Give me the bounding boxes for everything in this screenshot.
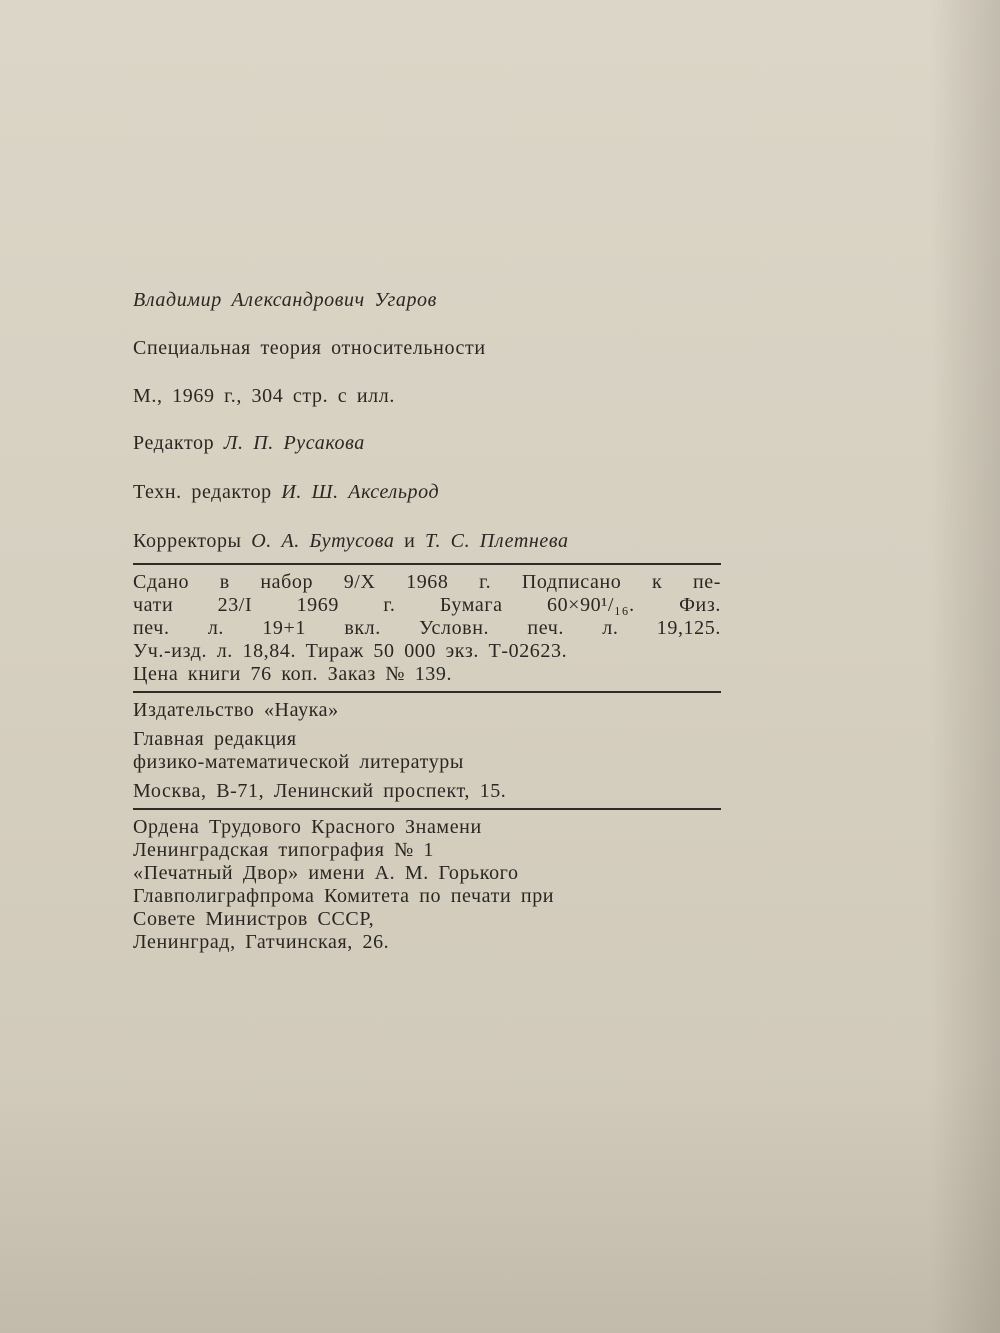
publication-info: М., 1969 г., 304 стр. с илл.	[133, 385, 395, 407]
print-word: Физ.	[679, 594, 721, 616]
tech-editor-credit	[133, 480, 733, 504]
correctors-label: Корректоры	[133, 530, 242, 552]
printer-line: Ордена Трудового Красного Знамени	[133, 816, 482, 838]
printer-line: «Печатный Двор» имени А. М. Горького	[133, 862, 519, 884]
print-word: чати	[133, 594, 174, 616]
page-bottom-shade	[0, 1073, 1000, 1333]
print-word: 23/I	[217, 594, 253, 616]
printer-line: Ленинград, Гатчинская, 26.	[133, 931, 390, 953]
print-word: Подписано	[521, 571, 622, 593]
book-title: Специальная теория относительности	[133, 337, 486, 359]
print-word: набор	[260, 571, 314, 593]
tech-editor-name: И. Ш. Аксельрод	[281, 481, 440, 503]
tech-editor-label: Техн. редактор	[133, 481, 272, 503]
print-word: л.	[207, 617, 225, 639]
print-word: Условн.	[419, 617, 490, 639]
print-word: г.	[383, 594, 396, 616]
colophon	[133, 288, 733, 959]
print-word: г.	[479, 571, 492, 593]
corrector-name-1: О. А. Бутусова	[251, 530, 395, 552]
editor-credit	[133, 431, 733, 455]
publisher-block	[133, 693, 733, 808]
print-word: 1968	[406, 571, 449, 593]
print-word: Сдано	[133, 571, 190, 593]
print-word: печ.	[527, 617, 564, 639]
printer-line: Главполиграфпрома Комитета по печати при	[133, 885, 555, 907]
print-details-line-3	[133, 617, 721, 640]
author-name: Владимир Александрович Угаров	[133, 289, 437, 311]
publisher-name: Издательство «Наука»	[133, 699, 339, 721]
print-word: 19+1	[262, 617, 307, 639]
publisher-office-line-1: Главная редакция	[133, 728, 297, 750]
print-details-line-4: Уч.-изд. л. 18,84. Тираж 50 000 экз. Т-02623.	[133, 640, 568, 662]
editor-name: Л. П. Русакова	[223, 432, 365, 454]
printer-line: Совете Министров СССР,	[133, 908, 375, 930]
printer-block	[133, 810, 733, 959]
print-word: 1969	[296, 594, 339, 616]
printer-line: Ленинградская типография № 1	[133, 839, 435, 861]
print-word: в	[219, 571, 230, 593]
publisher-address: Москва, В-71, Ленинский проспект, 15.	[133, 780, 507, 802]
print-word: 60×90¹/₁₆.	[546, 594, 635, 616]
correctors-conjunction: и	[404, 530, 416, 552]
print-word: Бумага	[439, 594, 503, 616]
print-word: 9/X	[343, 571, 376, 593]
print-details-line-5: Цена книги 76 коп. Заказ № 139.	[133, 663, 453, 685]
print-details-line-2	[133, 594, 721, 617]
editor-label: Редактор	[133, 432, 215, 454]
print-details-block	[133, 565, 733, 691]
print-word: 19,125.	[656, 617, 721, 639]
print-word: к	[652, 571, 663, 593]
corrector-name-2: Т. С. Плетнева	[424, 530, 569, 552]
correctors-credit	[133, 529, 733, 553]
print-word: пе-	[692, 571, 721, 593]
print-word: печ.	[133, 617, 170, 639]
print-details-line-1	[133, 571, 721, 594]
print-word: вкл.	[344, 617, 381, 639]
publisher-office-line-2: физико-математической литературы	[133, 751, 464, 773]
print-word: л.	[602, 617, 619, 639]
